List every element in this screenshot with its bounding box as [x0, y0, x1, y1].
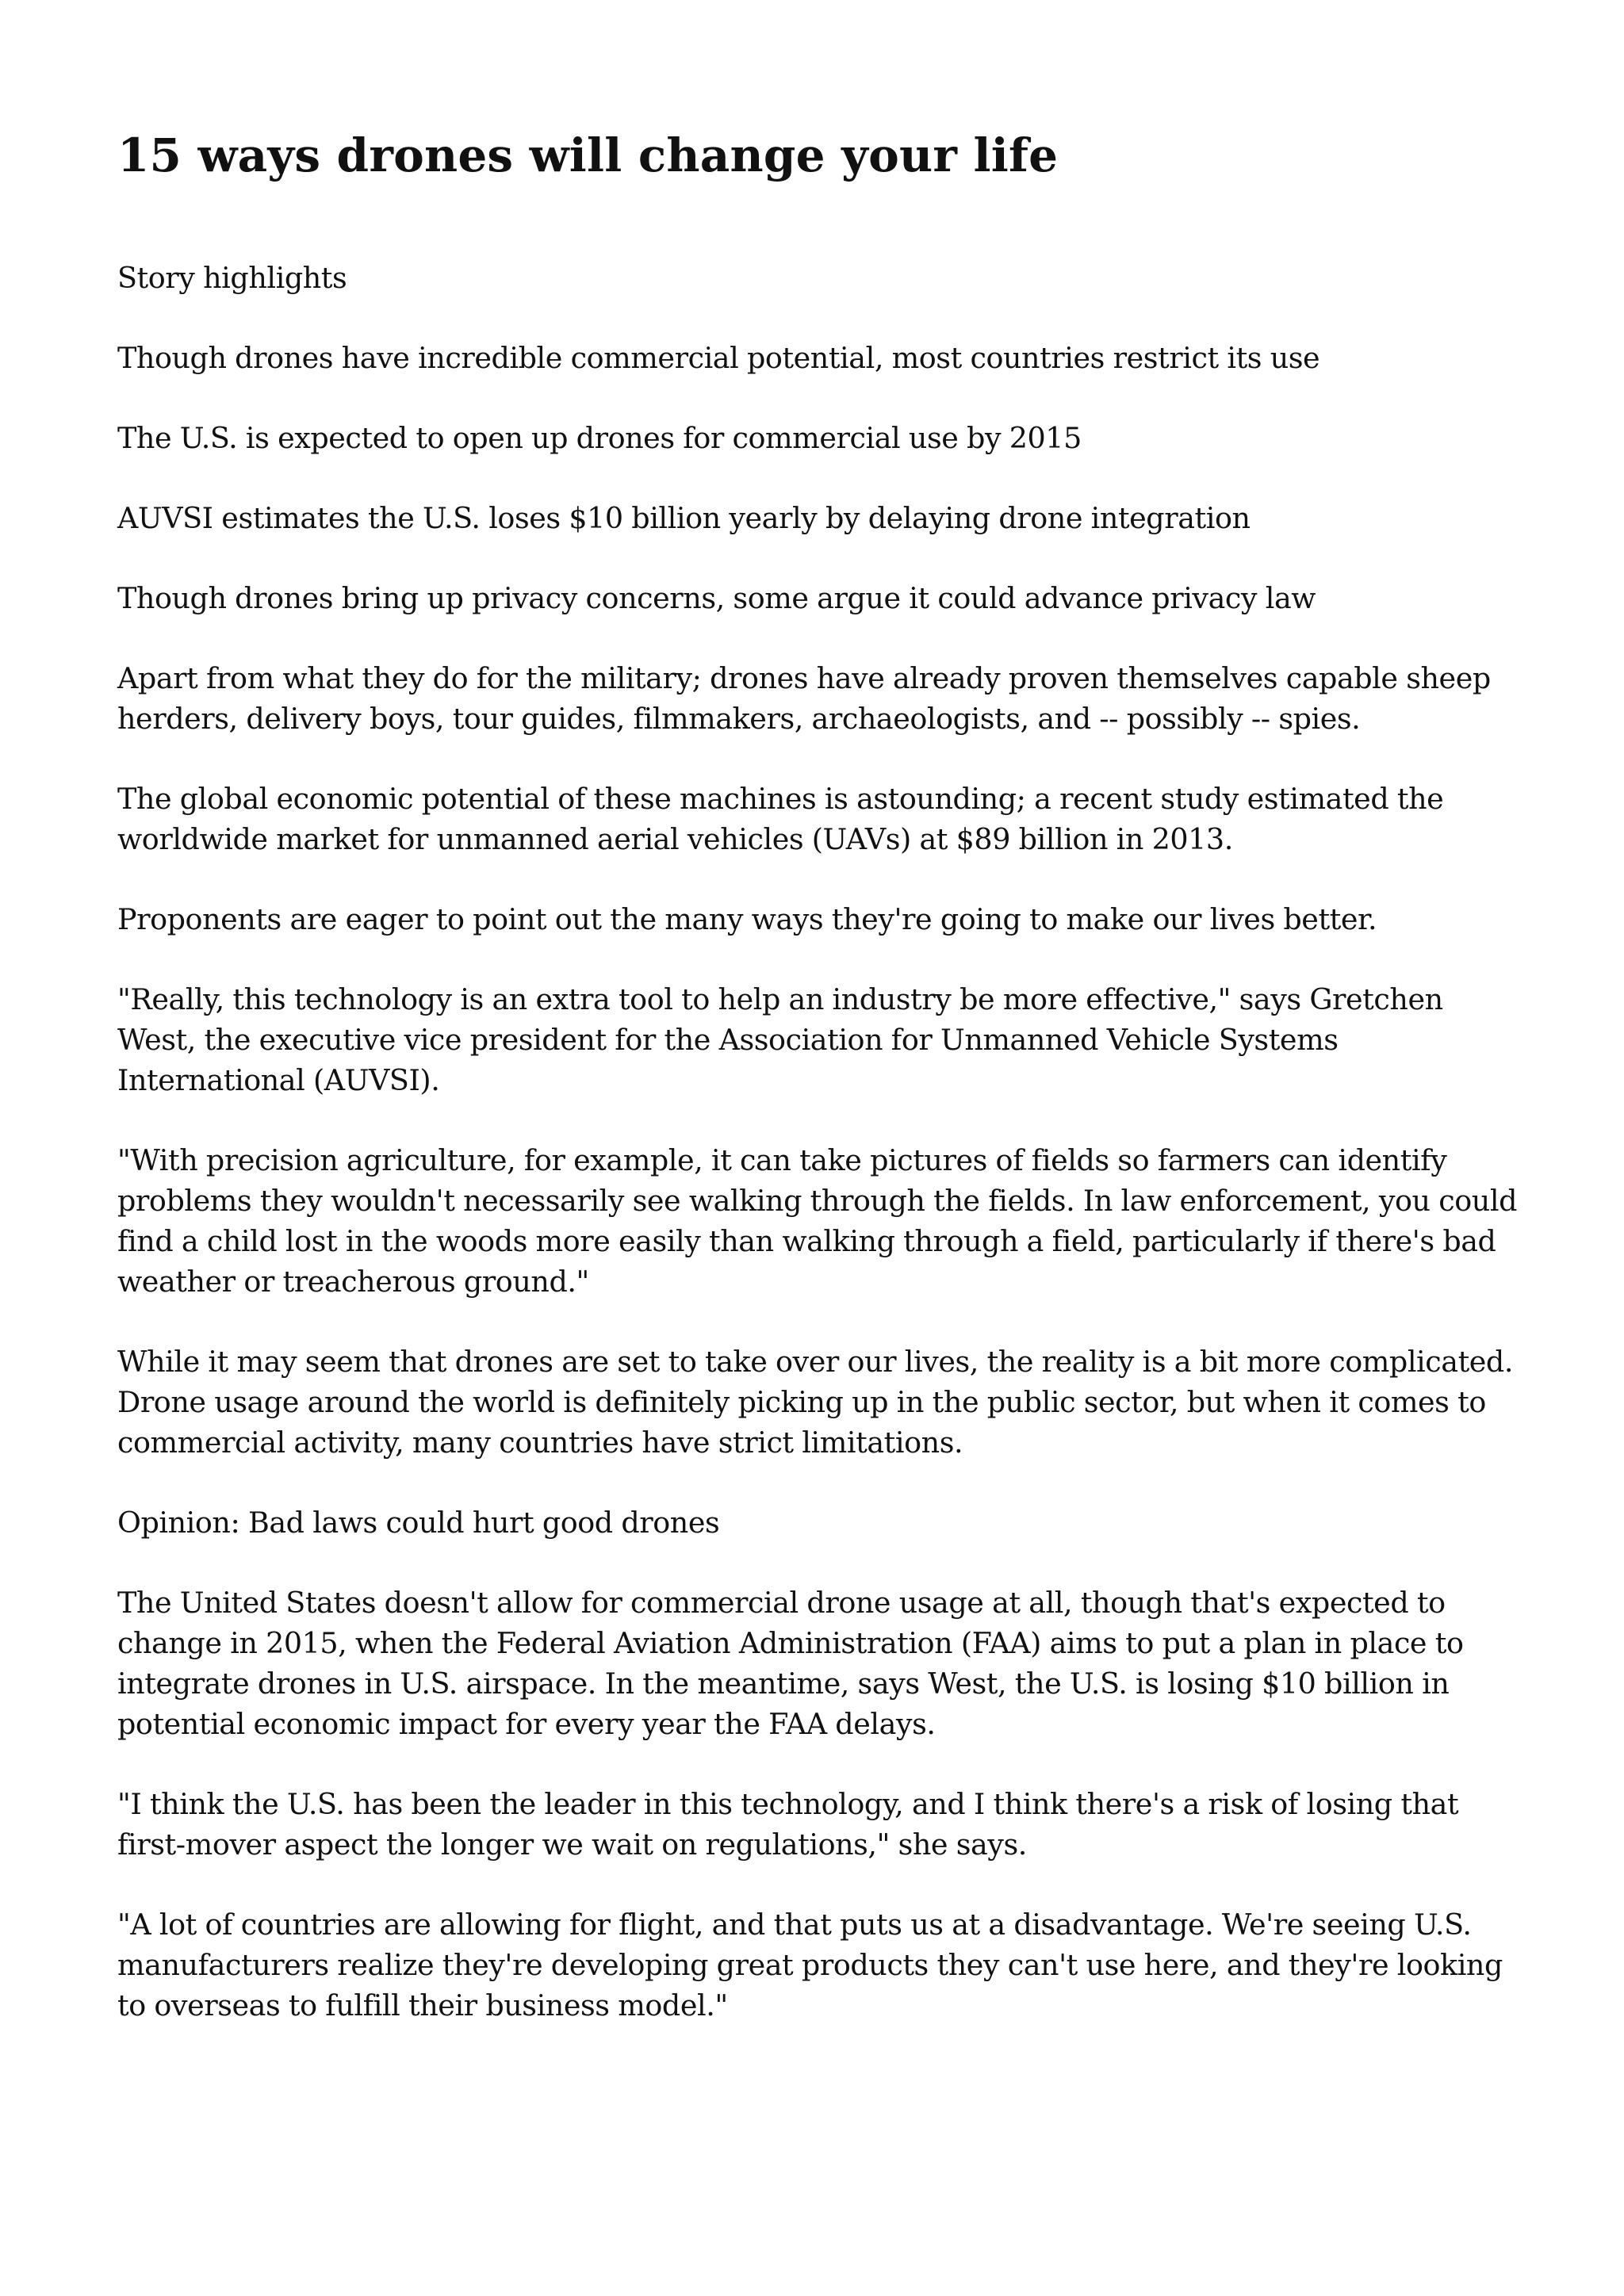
highlight-item: Though drones have incredible commercial potential, most countries restrict its use — [117, 341, 1320, 375]
article-body — [117, 258, 1521, 2065]
body-paragraph: The global economic potential of these machines is astounding; a recent study estimated the worldwide market for unmanned aerial vehicles (UAVs) at $89 billion in 2013. — [117, 782, 1444, 856]
highlight-item: AUVSI estimates the U.S. loses $10 billion yearly by delaying drone integration — [117, 501, 1251, 535]
story-highlights-heading: Story highlights — [117, 261, 347, 295]
body-paragraph: Proponents are eager to point out the many ways they're going to make our lives better. — [117, 902, 1377, 936]
body-paragraph: The United States doesn't allow for commercial drone usage at all, though that's expected to change in 2015, when the Federal Aviation Administration (FAA) aims to put a plan in place to integrate drones in U.S. airspace. In the meantime, says West, the U.S. is losing $10 billion in potential economic impact for every year the FAA delays. — [117, 1586, 1464, 1741]
body-paragraph: "Really, this technology is an extra tool to help an industry be more effective," says Gretchen West, the executive vice president for the Association for Unmanned Vehicle Systems International (AUVSI). — [117, 982, 1443, 1097]
opinion-link-text: Opinion: Bad laws could hurt good drones — [117, 1506, 720, 1540]
body-paragraph: While it may seem that drones are set to take over our lives, the reality is a bit more complicated. Drone usage around the world is definitely picking up in the public sector, but when it comes to commercial activity, many countries have strict limitations. — [117, 1345, 1514, 1460]
body-paragraph: "I think the U.S. has been the leader in this technology, and I think there's a risk of losing that first-mover aspect the longer we wait on regulations," she says. — [117, 1787, 1459, 1862]
body-paragraph: "With precision agriculture, for example, it can take pictures of fields so farmers can identify problems they wouldn't necessarily see walking through the fields. In law enforcement, you could find a child lost in the woods more easily than walking through a field, particularly if there's bad weather or treacherous ground." — [117, 1143, 1517, 1299]
highlight-item: Though drones bring up privacy concerns, some argue it could advance privacy law — [117, 581, 1316, 615]
highlight-item: The U.S. is expected to open up drones for commercial use by 2015 — [117, 421, 1082, 455]
article-title: 15 ways drones will change your life — [117, 128, 1059, 182]
body-paragraph: Apart from what they do for the military; drones have already proven themselves capable sheep herders, delivery boys, tour guides, filmmakers, archaeologists, and -- possibly -- spies. — [117, 661, 1491, 736]
body-paragraph: "A lot of countries are allowing for flight, and that puts us at a disadvantage. We're seeing U.S. manufacturers realize they're developing great products they can't use here, and they're looking to overseas to fulfill their business model." — [117, 1908, 1503, 2022]
